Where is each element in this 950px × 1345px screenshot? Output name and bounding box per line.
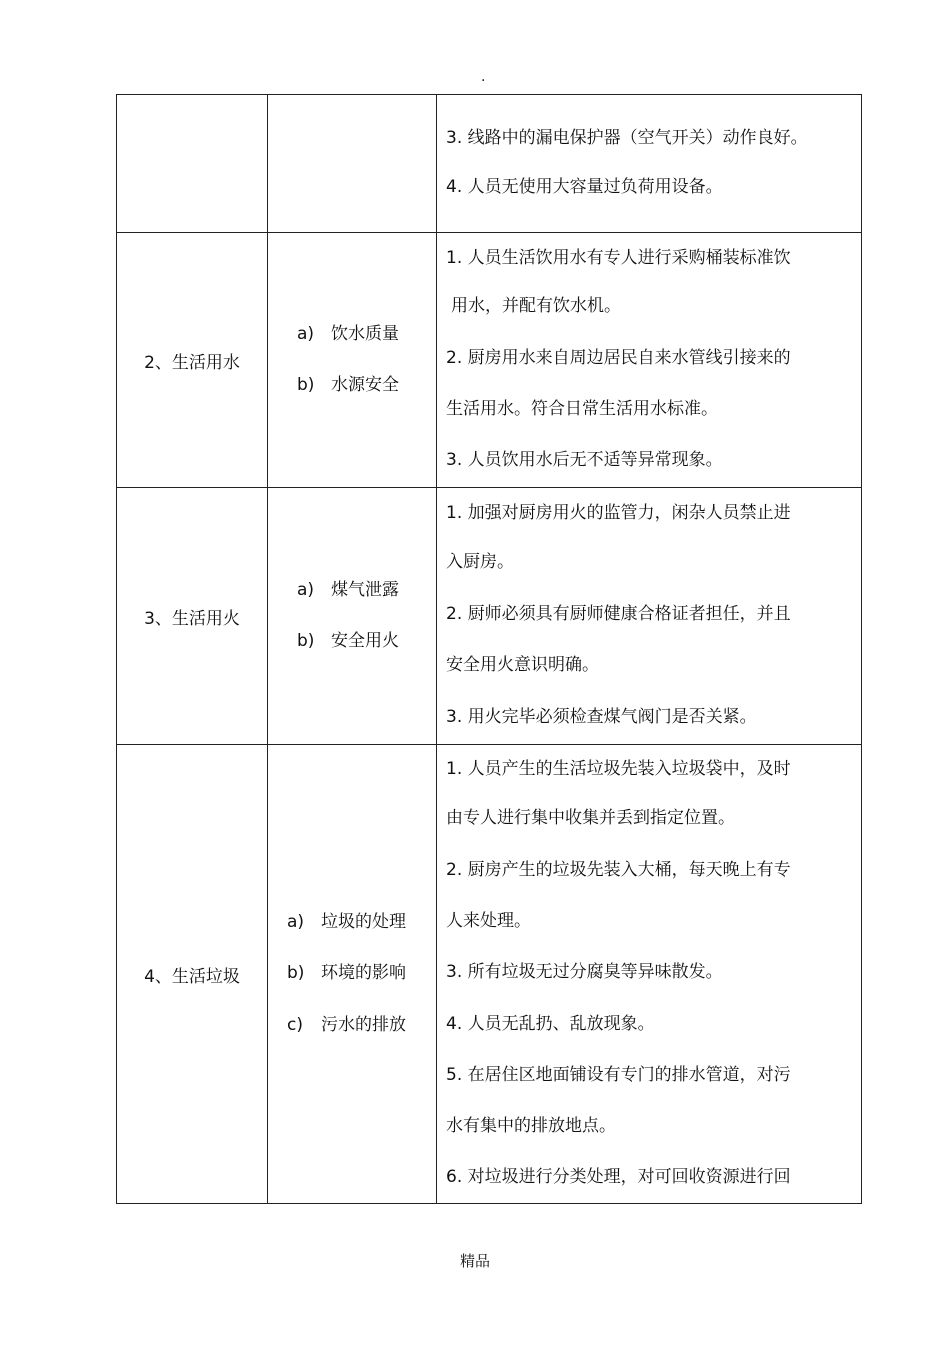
category-cell <box>117 95 268 233</box>
sub-item <box>287 948 436 1000</box>
category-cell: 3、生活用火 <box>117 488 268 745</box>
details-cell <box>437 233 862 488</box>
sub-item-text: 安全用火 <box>331 631 399 651</box>
table-row <box>117 233 862 488</box>
details-cell <box>437 488 862 745</box>
detail-line: 2. 厨房用水来自周边居民自来水管线引接来的 <box>446 347 791 368</box>
detail-line: 1. 加强对厨房用火的监管力，闲杂人员禁止进 <box>446 503 791 523</box>
sub-item-text: 污水的排放 <box>321 1014 406 1035</box>
sub-item <box>297 565 436 617</box>
sub-item <box>297 616 436 668</box>
sub-item-text: 环境的影响 <box>321 963 406 984</box>
sub-item <box>287 897 436 949</box>
page-footer: 精品 <box>459 1252 490 1270</box>
detail-line: 3. 线路中的漏电保护器（空气开关）动作良好。 <box>446 127 808 148</box>
detail-line: 1. 人员生活饮用水有专人进行采购桶装标准饮 <box>446 247 791 268</box>
detail-line: 水有集中的排放地点。 <box>446 1116 616 1136</box>
detail-line: 4. 人员无乱扔、乱放现象。 <box>446 1014 655 1034</box>
details-cell <box>437 95 862 233</box>
details-cell <box>437 745 862 1204</box>
safety-table <box>116 94 862 1204</box>
detail-line: 3. 人员饮用水后无不适等异常现象。 <box>446 449 723 470</box>
sub-item-marker: b) <box>287 963 305 984</box>
detail-line: 3. 用火完毕必须检查煤气阀门是否关紧。 <box>446 707 757 727</box>
category-cell: 4、生活垃圾 <box>117 745 268 1204</box>
detail-line: 1. 人员产生的生活垃圾先装入垃圾袋中，及时 <box>446 759 791 779</box>
sub-item-marker: c) <box>287 1014 303 1035</box>
detail-line: 安全用火意识明确。 <box>446 655 599 675</box>
sub-item-marker: b) <box>297 375 315 395</box>
detail-line: 入厨房。 <box>446 552 514 572</box>
sub-item <box>287 1000 436 1052</box>
items-cell <box>268 233 437 488</box>
detail-line: 4. 人员无使用大容量过负荷用设备。 <box>446 176 723 197</box>
detail-line: 用水，并配有饮水机。 <box>451 295 621 316</box>
table-row <box>117 745 862 1204</box>
detail-line: 2. 厨师必须具有厨师健康合格证者担任，并且 <box>446 604 791 624</box>
sub-item-marker: a) <box>297 579 315 600</box>
detail-line: 5. 在居住区地面铺设有专门的排水管道，对污 <box>446 1065 791 1085</box>
sub-item <box>297 360 436 412</box>
sub-item-marker: a) <box>287 911 305 932</box>
sub-item-text: 垃圾的处理 <box>321 911 406 932</box>
sub-item-text: 饮水质量 <box>331 323 399 344</box>
detail-line: 3. 所有垃圾无过分腐臭等异味散发。 <box>446 962 723 982</box>
detail-line: 由专人进行集中收集并丢到指定位置。 <box>446 808 735 828</box>
detail-line: 生活用水。符合日常生活用水标准。 <box>446 398 718 419</box>
table-row <box>117 488 862 745</box>
category-cell: 2、生活用水 <box>117 233 268 488</box>
sub-item-marker: b) <box>297 631 315 651</box>
sub-item-marker: a) <box>297 323 315 344</box>
detail-line: 6. 对垃圾进行分类处理，对可回收资源进行回 <box>446 1167 791 1187</box>
page-mark: . <box>481 69 486 85</box>
detail-line: 2. 厨房产生的垃圾先装入大桶，每天晚上有专 <box>446 860 791 880</box>
items-cell <box>268 95 437 233</box>
items-cell <box>268 488 437 745</box>
sub-item-text: 水源安全 <box>331 375 399 395</box>
sub-item-text: 煤气泄露 <box>331 579 399 600</box>
sub-item <box>297 309 436 361</box>
detail-line: 人来处理。 <box>446 911 531 931</box>
items-cell <box>268 745 437 1204</box>
table-row <box>117 95 862 233</box>
